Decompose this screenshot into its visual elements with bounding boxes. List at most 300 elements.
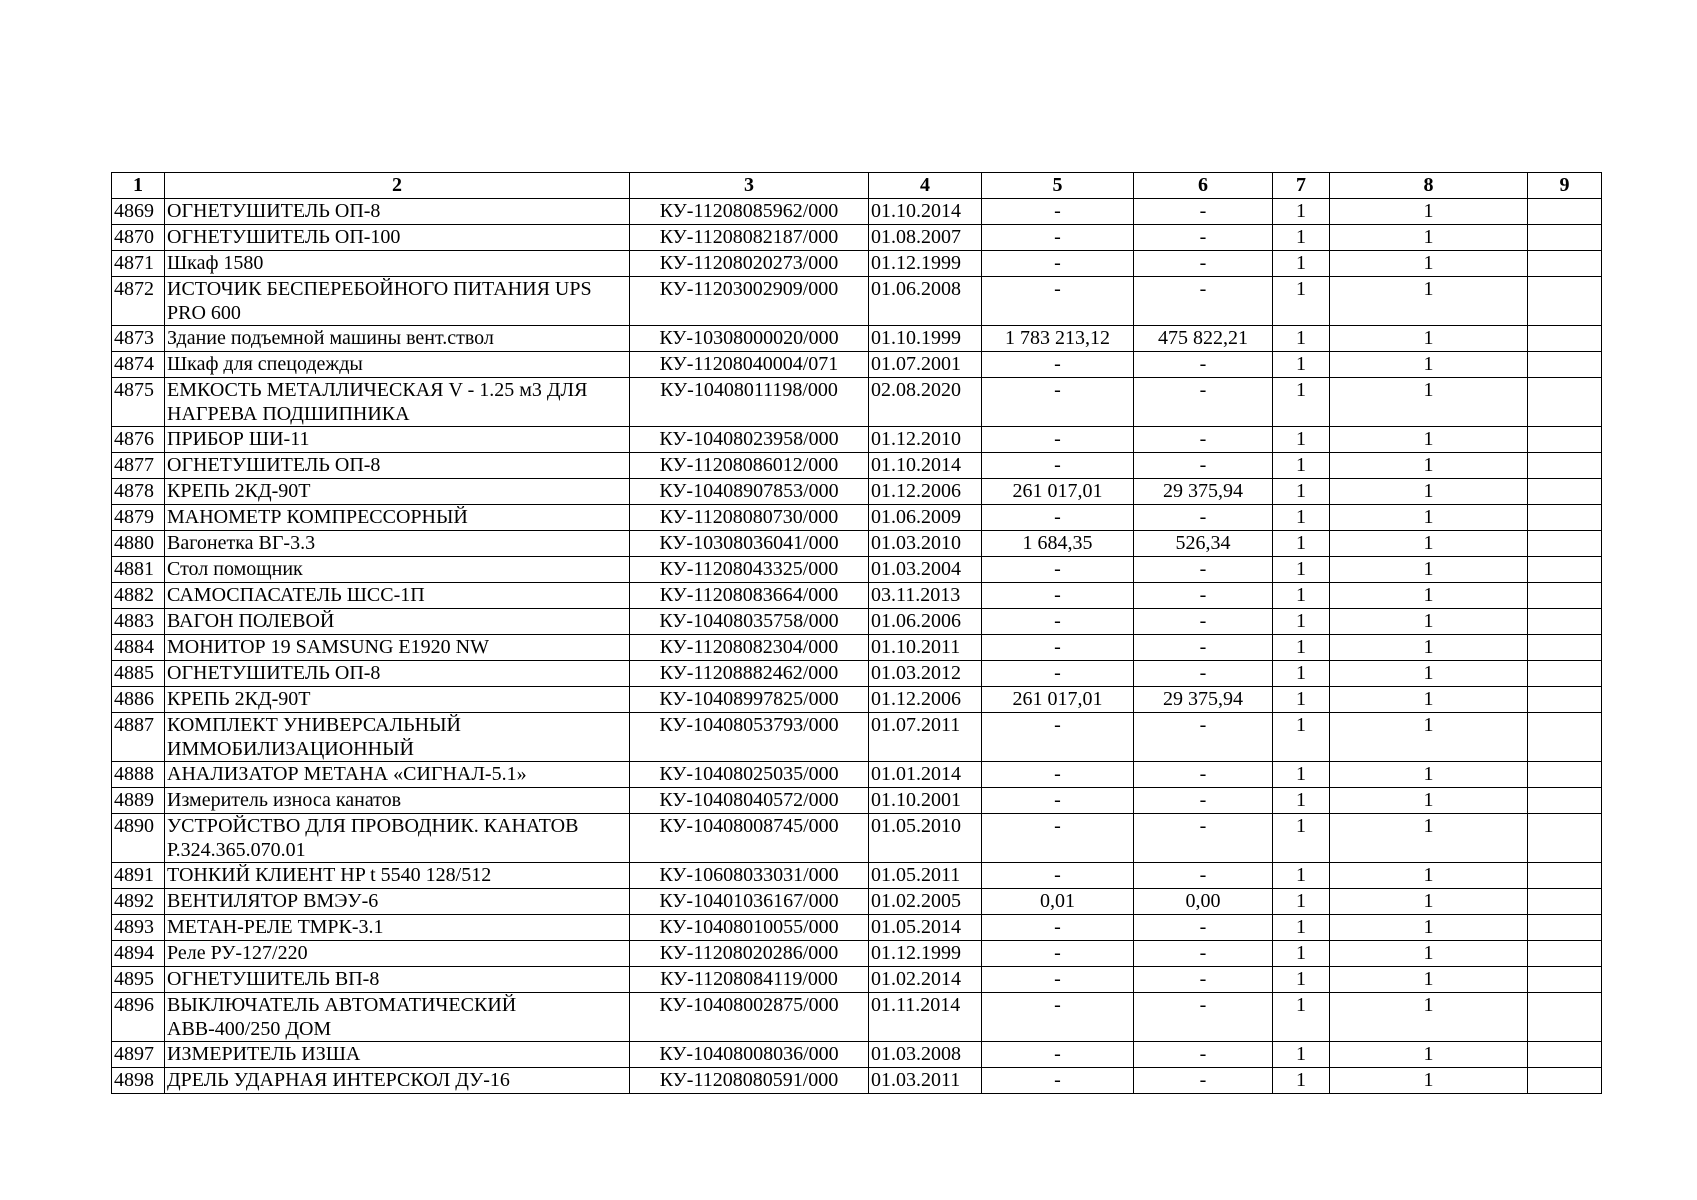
row-number: 4873 bbox=[112, 326, 165, 352]
note bbox=[1528, 788, 1602, 814]
quantity-a: 1 bbox=[1273, 583, 1330, 609]
table-row bbox=[112, 352, 1602, 378]
residual-value: - bbox=[1134, 427, 1273, 453]
residual-value: - bbox=[1134, 609, 1273, 635]
quantity-b: 1 bbox=[1330, 967, 1528, 993]
inventory-code: КУ-11208080730/000 bbox=[630, 505, 869, 531]
quantity-b: 1 bbox=[1330, 713, 1528, 762]
row-number: 4877 bbox=[112, 453, 165, 479]
quantity-a: 1 bbox=[1273, 687, 1330, 713]
residual-value: - bbox=[1134, 505, 1273, 531]
table-row bbox=[112, 889, 1602, 915]
note bbox=[1528, 941, 1602, 967]
initial-value: - bbox=[982, 941, 1134, 967]
date: 01.12.1999 bbox=[869, 251, 982, 277]
quantity-a: 1 bbox=[1273, 352, 1330, 378]
table-row bbox=[112, 687, 1602, 713]
inventory-code: КУ-10408035758/000 bbox=[630, 609, 869, 635]
inventory-code: КУ-11208084119/000 bbox=[630, 967, 869, 993]
quantity-b: 1 bbox=[1330, 863, 1528, 889]
inventory-code: КУ-10401036167/000 bbox=[630, 889, 869, 915]
quantity-a: 1 bbox=[1273, 277, 1330, 326]
quantity-a: 1 bbox=[1273, 967, 1330, 993]
residual-value: - bbox=[1134, 251, 1273, 277]
quantity-b: 1 bbox=[1330, 1068, 1528, 1094]
initial-value: - bbox=[982, 1042, 1134, 1068]
row-number: 4898 bbox=[112, 1068, 165, 1094]
quantity-b: 1 bbox=[1330, 378, 1528, 427]
row-number: 4891 bbox=[112, 863, 165, 889]
table-row bbox=[112, 251, 1602, 277]
initial-value: - bbox=[982, 788, 1134, 814]
quantity-b: 1 bbox=[1330, 609, 1528, 635]
residual-value: - bbox=[1134, 762, 1273, 788]
item-name: Шкаф 1580 bbox=[165, 251, 630, 277]
residual-value: - bbox=[1134, 557, 1273, 583]
row-number: 4878 bbox=[112, 479, 165, 505]
inventory-code: КУ-10408008745/000 bbox=[630, 814, 869, 863]
table-row bbox=[112, 531, 1602, 557]
quantity-a: 1 bbox=[1273, 915, 1330, 941]
item-name: АНАЛИЗАТОР МЕТАНА «СИГНАЛ-5.1» bbox=[165, 762, 630, 788]
date: 01.12.1999 bbox=[869, 941, 982, 967]
initial-value: - bbox=[982, 352, 1134, 378]
date: 02.08.2020 bbox=[869, 378, 982, 427]
initial-value: - bbox=[982, 583, 1134, 609]
quantity-b: 1 bbox=[1330, 199, 1528, 225]
row-number: 4886 bbox=[112, 687, 165, 713]
residual-value: - bbox=[1134, 941, 1273, 967]
note bbox=[1528, 609, 1602, 635]
header-row bbox=[112, 173, 1602, 199]
table-row bbox=[112, 1042, 1602, 1068]
column-header: 6 bbox=[1134, 173, 1273, 199]
quantity-b: 1 bbox=[1330, 277, 1528, 326]
item-name: ВЕНТИЛЯТОР ВМЭУ-6 bbox=[165, 889, 630, 915]
date: 01.02.2005 bbox=[869, 889, 982, 915]
note bbox=[1528, 326, 1602, 352]
note bbox=[1528, 713, 1602, 762]
column-header: 7 bbox=[1273, 173, 1330, 199]
date: 01.12.2006 bbox=[869, 479, 982, 505]
residual-value: - bbox=[1134, 453, 1273, 479]
inventory-code: КУ-11208082187/000 bbox=[630, 225, 869, 251]
row-number: 4890 bbox=[112, 814, 165, 863]
initial-value: - bbox=[982, 661, 1134, 687]
column-header: 3 bbox=[630, 173, 869, 199]
row-number: 4888 bbox=[112, 762, 165, 788]
note bbox=[1528, 225, 1602, 251]
note bbox=[1528, 251, 1602, 277]
note bbox=[1528, 762, 1602, 788]
table-row bbox=[112, 505, 1602, 531]
item-name: Вагонетка ВГ-3.3 bbox=[165, 531, 630, 557]
item-name: Шкаф для спецодежды bbox=[165, 352, 630, 378]
initial-value: - bbox=[982, 225, 1134, 251]
note bbox=[1528, 915, 1602, 941]
quantity-a: 1 bbox=[1273, 889, 1330, 915]
table-row bbox=[112, 225, 1602, 251]
date: 01.07.2011 bbox=[869, 713, 982, 762]
residual-value: - bbox=[1134, 1042, 1273, 1068]
item-name: ИСТОЧИК БЕСПЕРЕБОЙНОГО ПИТАНИЯ UPS PRO 600 bbox=[165, 277, 630, 326]
note bbox=[1528, 1068, 1602, 1094]
row-number: 4885 bbox=[112, 661, 165, 687]
initial-value: - bbox=[982, 814, 1134, 863]
inventory-code: КУ-10408040572/000 bbox=[630, 788, 869, 814]
quantity-a: 1 bbox=[1273, 788, 1330, 814]
quantity-b: 1 bbox=[1330, 557, 1528, 583]
initial-value: - bbox=[982, 199, 1134, 225]
date: 01.03.2012 bbox=[869, 661, 982, 687]
initial-value: - bbox=[982, 557, 1134, 583]
quantity-a: 1 bbox=[1273, 863, 1330, 889]
date: 01.03.2008 bbox=[869, 1042, 982, 1068]
inventory-code: КУ-10408002875/000 bbox=[630, 993, 869, 1042]
quantity-a: 1 bbox=[1273, 427, 1330, 453]
table-row bbox=[112, 1068, 1602, 1094]
row-number: 4879 bbox=[112, 505, 165, 531]
residual-value: - bbox=[1134, 713, 1273, 762]
inventory-code: КУ-11208080591/000 bbox=[630, 1068, 869, 1094]
note bbox=[1528, 557, 1602, 583]
quantity-b: 1 bbox=[1330, 251, 1528, 277]
item-name: МЕТАН-РЕЛЕ ТМРК-3.1 bbox=[165, 915, 630, 941]
quantity-a: 1 bbox=[1273, 251, 1330, 277]
initial-value: - bbox=[982, 453, 1134, 479]
table-row bbox=[112, 863, 1602, 889]
item-name: ПРИБОР ШИ-11 bbox=[165, 427, 630, 453]
quantity-a: 1 bbox=[1273, 941, 1330, 967]
date: 01.05.2011 bbox=[869, 863, 982, 889]
note bbox=[1528, 687, 1602, 713]
note bbox=[1528, 889, 1602, 915]
table-row bbox=[112, 479, 1602, 505]
initial-value: - bbox=[982, 505, 1134, 531]
quantity-b: 1 bbox=[1330, 505, 1528, 531]
item-name: Здание подъемной машины вент.ствол bbox=[165, 326, 630, 352]
item-name: Стол помощник bbox=[165, 557, 630, 583]
date: 01.10.1999 bbox=[869, 326, 982, 352]
inventory-code: КУ-10408008036/000 bbox=[630, 1042, 869, 1068]
item-name: Измеритель износа канатов bbox=[165, 788, 630, 814]
residual-value: - bbox=[1134, 277, 1273, 326]
quantity-a: 1 bbox=[1273, 199, 1330, 225]
table-row bbox=[112, 326, 1602, 352]
quantity-b: 1 bbox=[1330, 531, 1528, 557]
initial-value: - bbox=[982, 427, 1134, 453]
column-header: 9 bbox=[1528, 173, 1602, 199]
row-number: 4881 bbox=[112, 557, 165, 583]
note bbox=[1528, 505, 1602, 531]
quantity-a: 1 bbox=[1273, 557, 1330, 583]
note bbox=[1528, 635, 1602, 661]
quantity-b: 1 bbox=[1330, 915, 1528, 941]
inventory-code: КУ-10408053793/000 bbox=[630, 713, 869, 762]
initial-value: 0,01 bbox=[982, 889, 1134, 915]
item-name: МОНИТОР 19 SAMSUNG E1920 NW bbox=[165, 635, 630, 661]
item-name: КОМПЛЕКТ УНИВЕРСАЛЬНЫЙ ИММОБИЛИЗАЦИОННЫЙ bbox=[165, 713, 630, 762]
inventory-code: КУ-10408023958/000 bbox=[630, 427, 869, 453]
item-name: ДРЕЛЬ УДАРНАЯ ИНТЕРСКОЛ ДУ-16 bbox=[165, 1068, 630, 1094]
row-number: 4894 bbox=[112, 941, 165, 967]
residual-value: - bbox=[1134, 635, 1273, 661]
residual-value: 29 375,94 bbox=[1134, 479, 1273, 505]
quantity-b: 1 bbox=[1330, 1042, 1528, 1068]
item-name: ИЗМЕРИТЕЛЬ ИЗША bbox=[165, 1042, 630, 1068]
inventory-code: КУ-11208082304/000 bbox=[630, 635, 869, 661]
row-number: 4875 bbox=[112, 378, 165, 427]
date: 01.10.2014 bbox=[869, 199, 982, 225]
column-header: 2 bbox=[165, 173, 630, 199]
row-number: 4884 bbox=[112, 635, 165, 661]
quantity-a: 1 bbox=[1273, 609, 1330, 635]
row-number: 4889 bbox=[112, 788, 165, 814]
table-row bbox=[112, 427, 1602, 453]
initial-value: 261 017,01 bbox=[982, 479, 1134, 505]
quantity-b: 1 bbox=[1330, 225, 1528, 251]
item-name: ОГНЕТУШИТЕЛЬ ВП-8 bbox=[165, 967, 630, 993]
note bbox=[1528, 277, 1602, 326]
residual-value: - bbox=[1134, 993, 1273, 1042]
initial-value: - bbox=[982, 1068, 1134, 1094]
date: 01.07.2001 bbox=[869, 352, 982, 378]
inventory-code: КУ-10408011198/000 bbox=[630, 378, 869, 427]
row-number: 4887 bbox=[112, 713, 165, 762]
date: 01.12.2010 bbox=[869, 427, 982, 453]
residual-value: - bbox=[1134, 352, 1273, 378]
inventory-table bbox=[111, 172, 1602, 1094]
initial-value: 261 017,01 bbox=[982, 687, 1134, 713]
date: 01.05.2014 bbox=[869, 915, 982, 941]
quantity-a: 1 bbox=[1273, 713, 1330, 762]
row-number: 4896 bbox=[112, 993, 165, 1042]
residual-value: - bbox=[1134, 967, 1273, 993]
quantity-a: 1 bbox=[1273, 453, 1330, 479]
quantity-a: 1 bbox=[1273, 378, 1330, 427]
quantity-b: 1 bbox=[1330, 352, 1528, 378]
note bbox=[1528, 814, 1602, 863]
item-name: ОГНЕТУШИТЕЛЬ ОП-8 bbox=[165, 199, 630, 225]
quantity-b: 1 bbox=[1330, 427, 1528, 453]
residual-value: - bbox=[1134, 788, 1273, 814]
date: 01.06.2009 bbox=[869, 505, 982, 531]
residual-value: - bbox=[1134, 661, 1273, 687]
row-number: 4895 bbox=[112, 967, 165, 993]
quantity-b: 1 bbox=[1330, 326, 1528, 352]
inventory-code: КУ-10408010055/000 bbox=[630, 915, 869, 941]
table-row bbox=[112, 915, 1602, 941]
table-row bbox=[112, 199, 1602, 225]
date: 01.05.2010 bbox=[869, 814, 982, 863]
quantity-a: 1 bbox=[1273, 326, 1330, 352]
table-row bbox=[112, 378, 1602, 427]
table-row bbox=[112, 453, 1602, 479]
residual-value: - bbox=[1134, 225, 1273, 251]
quantity-a: 1 bbox=[1273, 814, 1330, 863]
date: 01.03.2004 bbox=[869, 557, 982, 583]
inventory-code: КУ-11208083664/000 bbox=[630, 583, 869, 609]
row-number: 4874 bbox=[112, 352, 165, 378]
initial-value: 1 783 213,12 bbox=[982, 326, 1134, 352]
residual-value: - bbox=[1134, 378, 1273, 427]
quantity-a: 1 bbox=[1273, 993, 1330, 1042]
residual-value: - bbox=[1134, 915, 1273, 941]
item-name: ВАГОН ПОЛЕВОЙ bbox=[165, 609, 630, 635]
date: 01.11.2014 bbox=[869, 993, 982, 1042]
note bbox=[1528, 661, 1602, 687]
residual-value: 0,00 bbox=[1134, 889, 1273, 915]
item-name: УСТРОЙСТВО ДЛЯ ПРОВОДНИК. КАНАТОВ Р.324.365.070.01 bbox=[165, 814, 630, 863]
initial-value: - bbox=[982, 967, 1134, 993]
row-number: 4880 bbox=[112, 531, 165, 557]
inventory-code: КУ-11208020273/000 bbox=[630, 251, 869, 277]
row-number: 4870 bbox=[112, 225, 165, 251]
initial-value: - bbox=[982, 635, 1134, 661]
date: 01.08.2007 bbox=[869, 225, 982, 251]
residual-value: - bbox=[1134, 1068, 1273, 1094]
note bbox=[1528, 967, 1602, 993]
initial-value: - bbox=[982, 713, 1134, 762]
residual-value: - bbox=[1134, 863, 1273, 889]
residual-value: - bbox=[1134, 814, 1273, 863]
residual-value: 29 375,94 bbox=[1134, 687, 1273, 713]
inventory-code: КУ-11208085962/000 bbox=[630, 199, 869, 225]
date: 01.03.2011 bbox=[869, 1068, 982, 1094]
initial-value: - bbox=[982, 609, 1134, 635]
note bbox=[1528, 1042, 1602, 1068]
row-number: 4892 bbox=[112, 889, 165, 915]
inventory-code: КУ-10408907853/000 bbox=[630, 479, 869, 505]
quantity-b: 1 bbox=[1330, 687, 1528, 713]
row-number: 4882 bbox=[112, 583, 165, 609]
initial-value: - bbox=[982, 915, 1134, 941]
quantity-b: 1 bbox=[1330, 479, 1528, 505]
quantity-a: 1 bbox=[1273, 661, 1330, 687]
initial-value: - bbox=[982, 863, 1134, 889]
table-row bbox=[112, 814, 1602, 863]
inventory-code: КУ-10408025035/000 bbox=[630, 762, 869, 788]
initial-value: - bbox=[982, 251, 1134, 277]
residual-value: - bbox=[1134, 199, 1273, 225]
note bbox=[1528, 378, 1602, 427]
quantity-b: 1 bbox=[1330, 788, 1528, 814]
quantity-a: 1 bbox=[1273, 635, 1330, 661]
quantity-b: 1 bbox=[1330, 993, 1528, 1042]
item-name: ТОНКИЙ КЛИЕНТ HP t 5540 128/512 bbox=[165, 863, 630, 889]
table-row bbox=[112, 583, 1602, 609]
initial-value: - bbox=[982, 378, 1134, 427]
table-row bbox=[112, 609, 1602, 635]
table-row bbox=[112, 762, 1602, 788]
item-name: Реле РУ-127/220 bbox=[165, 941, 630, 967]
note bbox=[1528, 479, 1602, 505]
note bbox=[1528, 583, 1602, 609]
date: 01.01.2014 bbox=[869, 762, 982, 788]
inventory-code: КУ-10308000020/000 bbox=[630, 326, 869, 352]
date: 01.06.2006 bbox=[869, 609, 982, 635]
date: 01.10.2014 bbox=[869, 453, 982, 479]
initial-value: - bbox=[982, 762, 1134, 788]
quantity-a: 1 bbox=[1273, 505, 1330, 531]
table-row bbox=[112, 993, 1602, 1042]
row-number: 4893 bbox=[112, 915, 165, 941]
quantity-a: 1 bbox=[1273, 762, 1330, 788]
inventory-code: КУ-10308036041/000 bbox=[630, 531, 869, 557]
inventory-code: КУ-10408997825/000 bbox=[630, 687, 869, 713]
row-number: 4869 bbox=[112, 199, 165, 225]
table-body bbox=[112, 199, 1602, 1094]
initial-value: 1 684,35 bbox=[982, 531, 1134, 557]
row-number: 4876 bbox=[112, 427, 165, 453]
inventory-code: КУ-11208020286/000 bbox=[630, 941, 869, 967]
quantity-a: 1 bbox=[1273, 1042, 1330, 1068]
inventory-code: КУ-11208086012/000 bbox=[630, 453, 869, 479]
inventory-code: КУ-10608033031/000 bbox=[630, 863, 869, 889]
note bbox=[1528, 427, 1602, 453]
table-row bbox=[112, 277, 1602, 326]
table-row bbox=[112, 557, 1602, 583]
quantity-b: 1 bbox=[1330, 583, 1528, 609]
date: 03.11.2013 bbox=[869, 583, 982, 609]
quantity-a: 1 bbox=[1273, 225, 1330, 251]
quantity-b: 1 bbox=[1330, 814, 1528, 863]
column-header: 1 bbox=[112, 173, 165, 199]
residual-value: - bbox=[1134, 583, 1273, 609]
date: 01.10.2001 bbox=[869, 788, 982, 814]
table-row bbox=[112, 661, 1602, 687]
quantity-b: 1 bbox=[1330, 762, 1528, 788]
inventory-code: КУ-11208043325/000 bbox=[630, 557, 869, 583]
residual-value: 526,34 bbox=[1134, 531, 1273, 557]
column-header: 5 bbox=[982, 173, 1134, 199]
date: 01.03.2010 bbox=[869, 531, 982, 557]
note bbox=[1528, 352, 1602, 378]
item-name: ВЫКЛЮЧАТЕЛЬ АВТОМАТИЧЕСКИЙ АВВ-400/250 ДОМ bbox=[165, 993, 630, 1042]
date: 01.10.2011 bbox=[869, 635, 982, 661]
quantity-b: 1 bbox=[1330, 661, 1528, 687]
quantity-b: 1 bbox=[1330, 635, 1528, 661]
row-number: 4871 bbox=[112, 251, 165, 277]
column-header: 8 bbox=[1330, 173, 1528, 199]
note bbox=[1528, 993, 1602, 1042]
table-row bbox=[112, 967, 1602, 993]
item-name: ЕМКОСТЬ МЕТАЛЛИЧЕСКАЯ V - 1.25 м3 ДЛЯ НАГРЕВА ПОДШИПНИКА bbox=[165, 378, 630, 427]
table-row bbox=[112, 713, 1602, 762]
item-name: САМОСПАСАТЕЛЬ ШСС-1П bbox=[165, 583, 630, 609]
date: 01.02.2014 bbox=[869, 967, 982, 993]
quantity-b: 1 bbox=[1330, 941, 1528, 967]
initial-value: - bbox=[982, 993, 1134, 1042]
residual-value: 475 822,21 bbox=[1134, 326, 1273, 352]
quantity-b: 1 bbox=[1330, 453, 1528, 479]
item-name: КРЕПЬ 2КД-90Т bbox=[165, 687, 630, 713]
date: 01.06.2008 bbox=[869, 277, 982, 326]
row-number: 4883 bbox=[112, 609, 165, 635]
note bbox=[1528, 453, 1602, 479]
initial-value: - bbox=[982, 277, 1134, 326]
row-number: 4897 bbox=[112, 1042, 165, 1068]
row-number: 4872 bbox=[112, 277, 165, 326]
table-row bbox=[112, 941, 1602, 967]
inventory-code: КУ-11203002909/000 bbox=[630, 277, 869, 326]
table-row bbox=[112, 635, 1602, 661]
item-name: ОГНЕТУШИТЕЛЬ ОП-8 bbox=[165, 661, 630, 687]
note bbox=[1528, 199, 1602, 225]
inventory-code: КУ-11208040004/071 bbox=[630, 352, 869, 378]
note bbox=[1528, 863, 1602, 889]
date: 01.12.2006 bbox=[869, 687, 982, 713]
